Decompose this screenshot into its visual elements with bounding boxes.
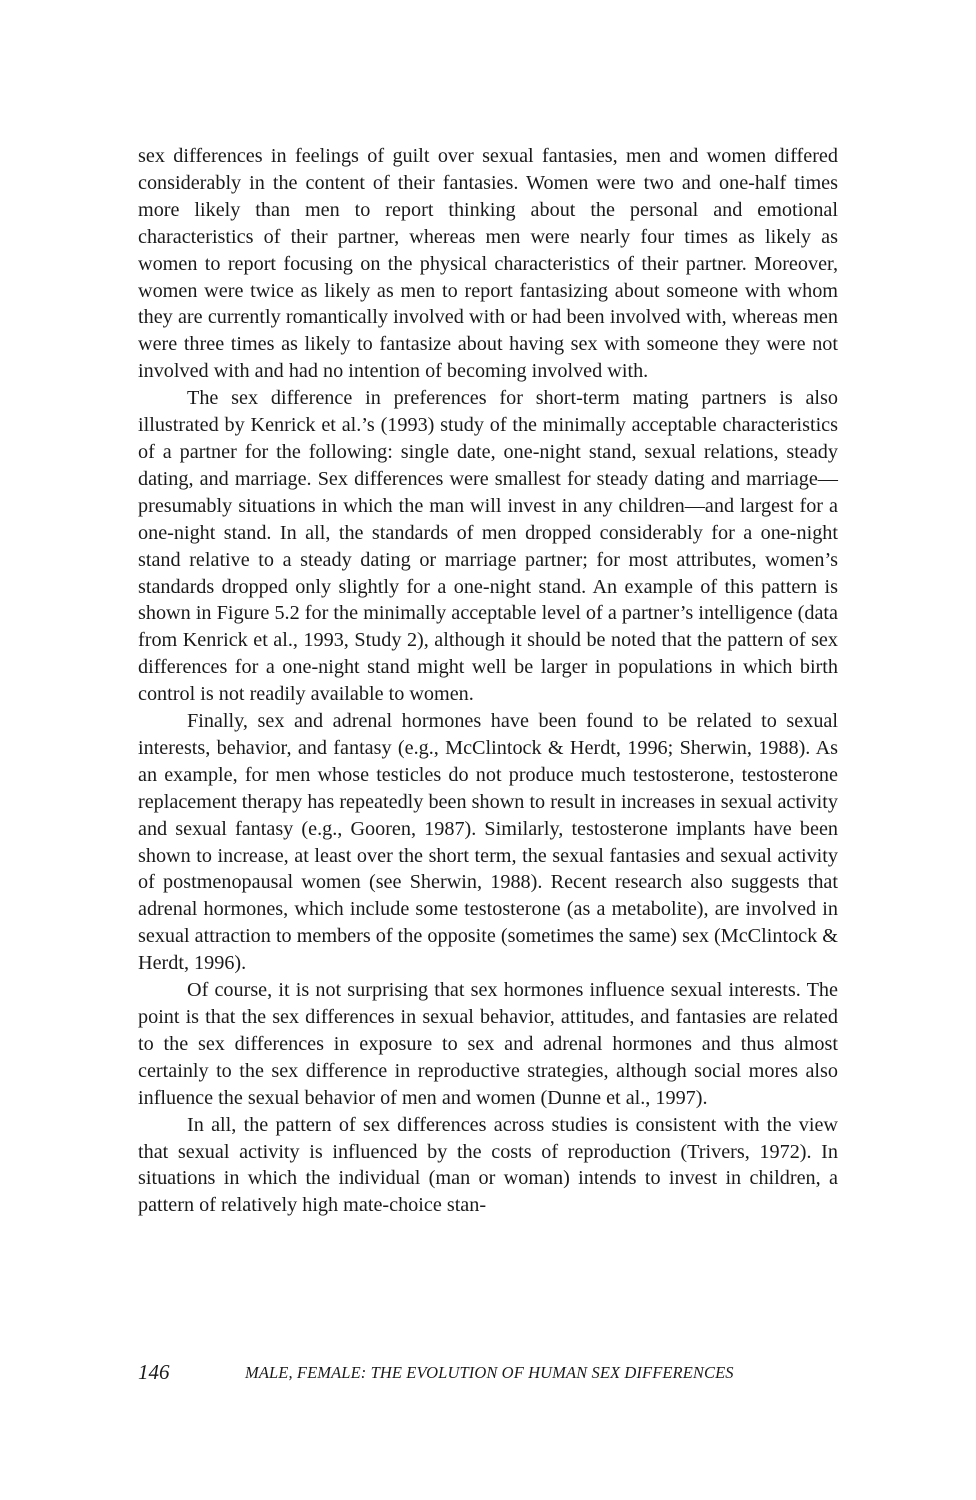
paragraph-1: sex differences in feelings of guilt over sexual fantasies, men and women differed considerably in the content of their fantasies. Women were two and one-half times more likely than men to report thinking about the personal and emotional characteristics of their partner, whereas men were nearly four times as likely as women to report focusing on the physical characteristics of their partner. Moreover, women were twice as likely as men to report fantasizing about someone with whom they are currently romantically involved with or had been involved with, whereas men were three times as likely to fantasize about having sex with someone they were not involved with and had no intention of becoming involved with. (138, 145, 838, 383)
paragraph-2: The sex difference in preferences for short-term mating partners is also illustrated by Kenrick et al.’s (1993) study of the minimally acceptable characteristics of a partner for the following: single date, one-night stand, sexual relations, steady dating, and marriage. Sex differences were smallest for steady dating and marriage—presumably situations in which the man will invest in any children—and largest for a one-night stand. In all, the standards of men dropped considerably for a one-night stand relative to a steady dating or marriage partner; for most attributes, women’s standards dropped only slightly for a one-night stand. An example of this pattern is shown in Figure 5.2 for the minimally acceptable level of a partner’s intelligence (data from Kenrick et al., 1993, Study 2), although it should be noted that the pattern of sex differences for a one-night stand might well be larger in populations in which birth control is not readily available to women. (138, 387, 838, 706)
running-head: MALE, FEMALE: THE EVOLUTION OF HUMAN SEX DIFFERENCES (245, 1363, 734, 1382)
page-body (138, 143, 838, 1219)
paragraph-3: Finally, sex and adrenal hormones have been found to be related to sexual interests, behavior, and fantasy (e.g., McClintock & Herdt, 1996; Sherwin, 1988). As an example, for men whose testicles do not produce much testosterone, testosterone replacement therapy has repeatedly been shown to result in increases in sexual activity and sexual fantasy (e.g., Gooren, 1987). Similarly, testosterone implants have been shown to increase, at least over the short term, the sexual fantasies and sexual activity of postmenopausal women (see Sherwin, 1988). Recent research also suggests that adrenal hormones, which include some testosterone (as a metabolite), are involved in sexual attraction to members of the opposite (sometimes the same) sex (McClintock & Herdt, 1996). (138, 710, 838, 975)
page-number: 146 (138, 1360, 170, 1384)
paragraph-4: Of course, it is not surprising that sex hormones influence sexual interests. The point is that the sex differences in sexual behavior, attitudes, and fantasies are related to the sex differences in exposure to sex and adrenal hormones and thus almost certainly to the sex difference in reproductive strategies, although social mores also influence the sexual behavior of men and women (Dunne et al., 1997). (138, 979, 838, 1109)
paragraph-5: In all, the pattern of sex differences across studies is consistent with the view that sexual activity is influenced by the costs of reproduction (Trivers, 1972). In situations in which the individual (man or woman) intends to invest in children, a pattern of relatively high mate-choice stan- (138, 1113, 838, 1217)
page-footer (138, 1360, 838, 1390)
